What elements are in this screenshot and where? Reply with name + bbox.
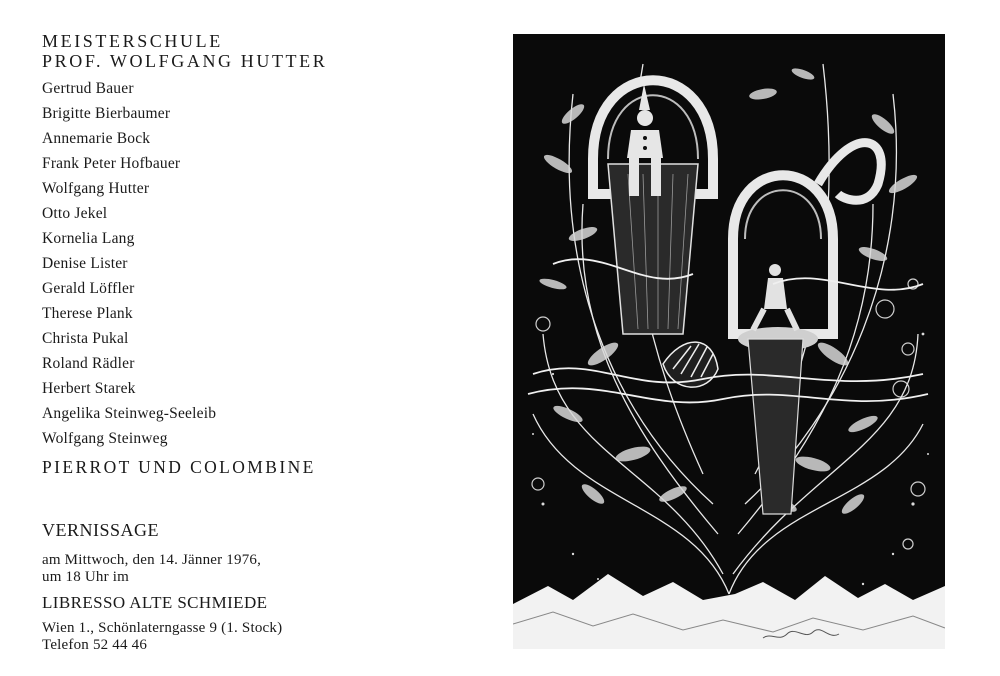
artist-name: Roland Rädler <box>42 355 135 372</box>
artist-name: Denise Lister <box>42 255 128 272</box>
artist-name: Kornelia Lang <box>42 230 135 247</box>
venue-address: Wien 1., Schönlaterngasse 9 (1. Stock) <box>42 620 283 636</box>
artist-name: Christa Pukal <box>42 330 129 347</box>
artwork-illustration <box>513 34 945 649</box>
artist-name: Wolfgang Hutter <box>42 180 150 197</box>
professor-heading: PROF. WOLFGANG HUTTER <box>42 51 328 71</box>
artist-list <box>42 79 216 454</box>
artist-name: Wolfgang Steinweg <box>42 430 168 447</box>
vernissage-date: am Mittwoch, den 14. Jänner 1976, <box>42 552 262 568</box>
vernissage-time: um 18 Uhr im <box>42 569 129 585</box>
exhibition-title: PIERROT UND COLOMBINE <box>42 457 316 477</box>
vernissage-label: VERNISSAGE <box>42 520 160 540</box>
artist-name: Herbert Starek <box>42 380 136 397</box>
etching-drawing <box>513 34 945 649</box>
artist-name: Gerald Löffler <box>42 280 135 297</box>
artist-name: Angelika Steinweg-Seeleib <box>42 405 217 422</box>
venue-phone: Telefon 52 44 46 <box>42 637 148 653</box>
artist-name: Therese Plank <box>42 305 133 322</box>
school-heading: MEISTERSCHULE <box>42 31 223 51</box>
artist-name: Otto Jekel <box>42 205 108 222</box>
venue-name: LIBRESSO ALTE SCHMIEDE <box>42 593 268 612</box>
artist-name: Brigitte Bierbaumer <box>42 105 171 122</box>
artist-name: Annemarie Bock <box>42 130 151 147</box>
artist-name: Gertrud Bauer <box>42 80 134 97</box>
artist-name: Frank Peter Hofbauer <box>42 155 181 172</box>
